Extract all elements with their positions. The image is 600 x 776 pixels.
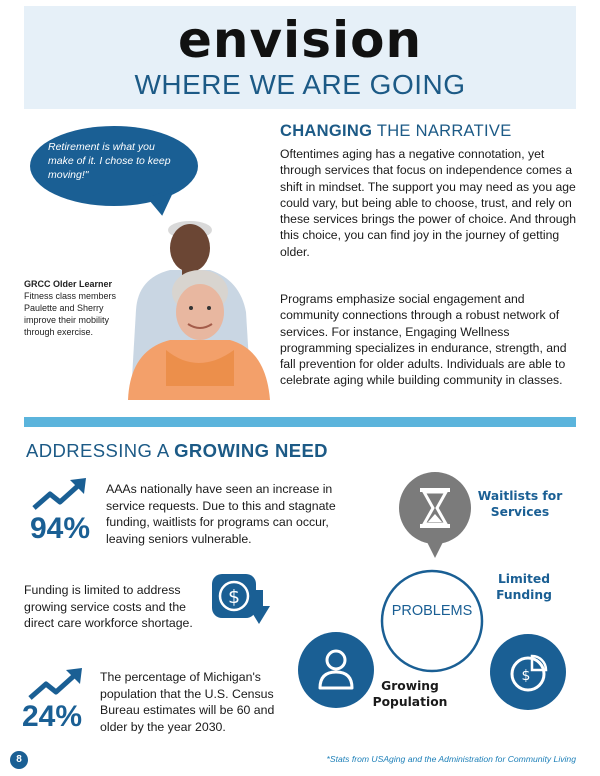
problems-label: PROBLEMS (391, 603, 473, 619)
page-number: 8 (10, 751, 28, 769)
caption-text: Fitness class members Paulette and Sherry improve their mobility through exercise. (24, 291, 117, 337)
stat-94-value: 94% (30, 512, 91, 545)
stat-24-value: 24% (22, 700, 83, 733)
header-banner (24, 6, 576, 109)
svg-text:$: $ (521, 668, 531, 684)
trend-arrow-icon (32, 478, 88, 510)
header-subtitle: WHERE WE ARE GOING (134, 69, 466, 100)
narrative-title (280, 122, 512, 141)
narrative-title-rest: THE NARRATIVE (372, 122, 512, 140)
narrative-title-bold: CHANGING (280, 122, 373, 140)
narrative-paragraph-2: Programs emphasize social engagement and community connections through a robust network of services. For instance, Engaging Wellness programming specializes in endurance, strength, and fall prevention for older adults. Individuals are able to celebrate aging while building community in classes. (280, 292, 567, 388)
photo-older-learners (118, 200, 270, 400)
stat-24-text: The percentage of Michigan's population that the U.S. Census Bureau estimates will be 60 and older by the year 2030. (100, 670, 275, 734)
narrative-paragraph-1: Oftentimes aging has a negative connotation, yet through services that focus on independence comes a shift in mindset. The support you may need as you age could vary, but being able to choose, trust, and rely on these services brings the power of choice. And through this choice, you can find joy in the journey of getting older. (280, 147, 577, 259)
svg-text:$: $ (227, 586, 241, 608)
person-icon (296, 630, 376, 710)
waitlists-label: Waitlists for Services (477, 489, 563, 519)
footnote: *Stats from USAging and the Administration for Community Living (326, 754, 576, 764)
need-title-rest: ADDRESSING A (26, 440, 175, 461)
caption-title: GRCC Older Learner (24, 279, 113, 289)
population-label: Growing Population (372, 679, 448, 709)
dollar-chart-icon (486, 630, 570, 714)
problems-circle (378, 567, 486, 675)
funding-text: Funding is limited to address growing service costs and the direct care workforce shortage. (24, 583, 193, 630)
section-divider (24, 417, 576, 427)
quote-text: Retirement is what you make of it. I chose to keep moving!" (48, 141, 171, 181)
stat-94-text: AAAs nationally have seen an increase in service requests. Due to this and stagnate funding, waitlists for programs can occur, leaving seniors vulnerable. (106, 482, 336, 546)
need-title-bold: GROWING NEED (174, 440, 328, 461)
need-title (26, 440, 328, 462)
funding-label: Limited Funding (496, 572, 552, 602)
brand-title: envision (177, 11, 423, 69)
photo-caption (24, 278, 120, 338)
dollar-icon (208, 572, 276, 636)
trend-arrow-icon-2 (28, 668, 84, 700)
hourglass-icon (392, 470, 478, 560)
